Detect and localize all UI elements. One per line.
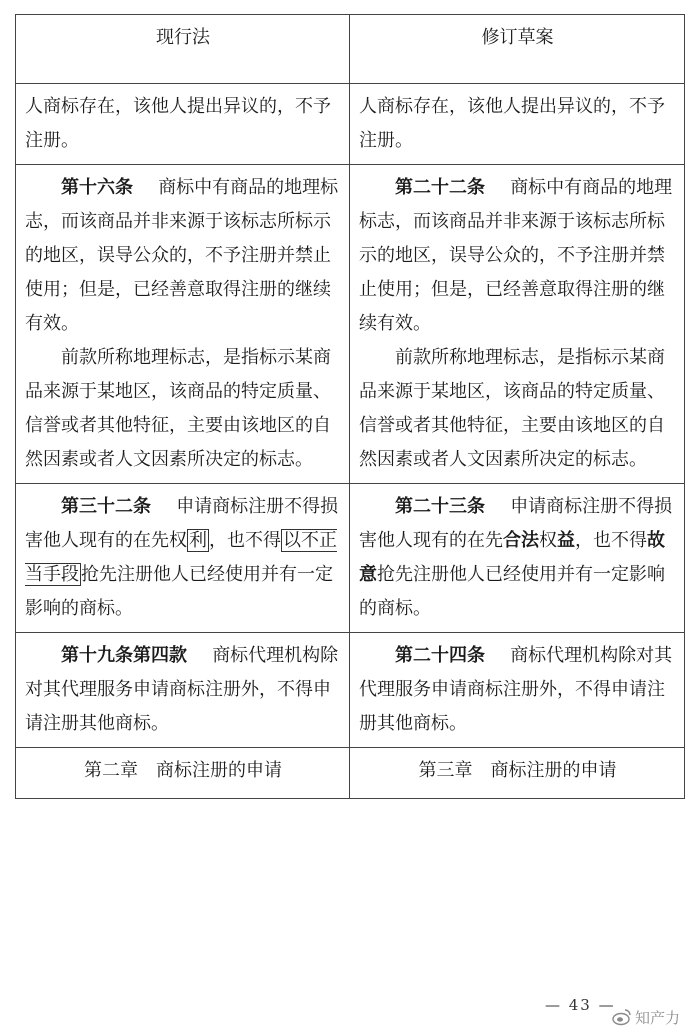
comparison-table	[15, 14, 685, 799]
clause-paragraph	[25, 639, 341, 741]
current-law-cell	[16, 84, 350, 165]
page-number: — 43 —	[545, 996, 616, 1014]
added-text: 益	[557, 530, 575, 551]
article-number: 第十九条第四款	[61, 645, 187, 666]
weibo-icon	[612, 1008, 632, 1026]
chapter-row	[16, 748, 685, 799]
clause-paragraph	[359, 171, 676, 341]
article-number: 第二十四条	[395, 645, 485, 666]
table-row	[16, 84, 685, 165]
clause-text: 抢先注册他人已经使用并有一定影响的商标。	[359, 564, 665, 619]
clause-paragraph	[359, 639, 676, 741]
added-text: 合法	[503, 530, 539, 551]
article-number: 第二十二条	[395, 177, 485, 198]
deleted-text-box: 以不正当手段	[25, 530, 337, 585]
clause-text: 权	[539, 530, 557, 551]
watermark-text: 知产力	[635, 1008, 681, 1027]
table-row	[16, 484, 685, 633]
clause-paragraph	[359, 490, 676, 626]
revision-cell	[350, 165, 685, 484]
header-row	[16, 15, 685, 84]
table-row	[16, 633, 685, 748]
deleted-text-box: 利	[189, 530, 207, 551]
clause-text: 商标代理机构除对其代理服务申请商标注册外，不得申请注册其他商标。	[25, 645, 339, 734]
clause-text: 申请商标注册不得损害他人现有的在先	[359, 496, 673, 551]
header-revision-draft: 修订草案	[350, 15, 685, 84]
clause-paragraph	[25, 490, 341, 626]
current-law-cell	[16, 165, 350, 484]
clause-text: 申请商标注册不得损害他人现有的在先权	[25, 496, 339, 551]
clause-text: 商标代理机构除对其代理服务申请商标注册外，不得申请注册其他商标。	[359, 645, 673, 734]
revision-cell	[350, 633, 685, 748]
article-number: 第三十二条	[61, 496, 151, 517]
chapter-heading: 第三章 商标注册的申请	[350, 748, 685, 799]
clause-text: 人商标存在，该他人提出异议的，不予注册。	[25, 96, 331, 151]
clause-paragraph: 前款所称地理标志，是指标示某商品来源于某地区，该商品的特定质量、信誉或者其他特征，主要由该地区的自然因素或者人文因素所决定的标志。	[25, 347, 331, 470]
chapter-heading: 第二章 商标注册的申请	[16, 748, 350, 799]
revision-cell	[350, 484, 685, 633]
watermark	[612, 1006, 694, 1028]
revision-cell	[350, 84, 685, 165]
header-current-law: 现行法	[16, 15, 350, 84]
article-number: 第二十三条	[395, 496, 485, 517]
added-text: 故意	[359, 530, 665, 585]
table-row	[16, 165, 685, 484]
clause-text: 商标中有商品的地理标志，而该商品并非来源于该标志所标示的地区，误导公众的，不予注册并禁止使用；但是，已经善意取得注册的继续有效。	[359, 177, 673, 334]
clause-text: ，也不得	[209, 530, 281, 551]
current-law-cell	[16, 484, 350, 633]
clause-text: ，也不得	[575, 530, 647, 551]
clause-text: 人商标存在，该他人提出异议的，不予注册。	[359, 96, 665, 151]
clause-paragraph: 前款所称地理标志，是指标示某商品来源于某地区，该商品的特定质量、信誉或者其他特征，主要由该地区的自然因素或者人文因素所决定的标志。	[359, 347, 665, 470]
article-number: 第十六条	[61, 177, 133, 198]
clause-text: 商标中有商品的地理标志，而该商品并非来源于该标志所标示的地区，误导公众的，不予注册并禁止使用；但是，已经善意取得注册的继续有效。	[25, 177, 339, 334]
clause-paragraph	[25, 171, 341, 341]
clause-text: 抢先注册他人已经使用并有一定影响的商标。	[25, 564, 333, 619]
current-law-cell	[16, 633, 350, 748]
